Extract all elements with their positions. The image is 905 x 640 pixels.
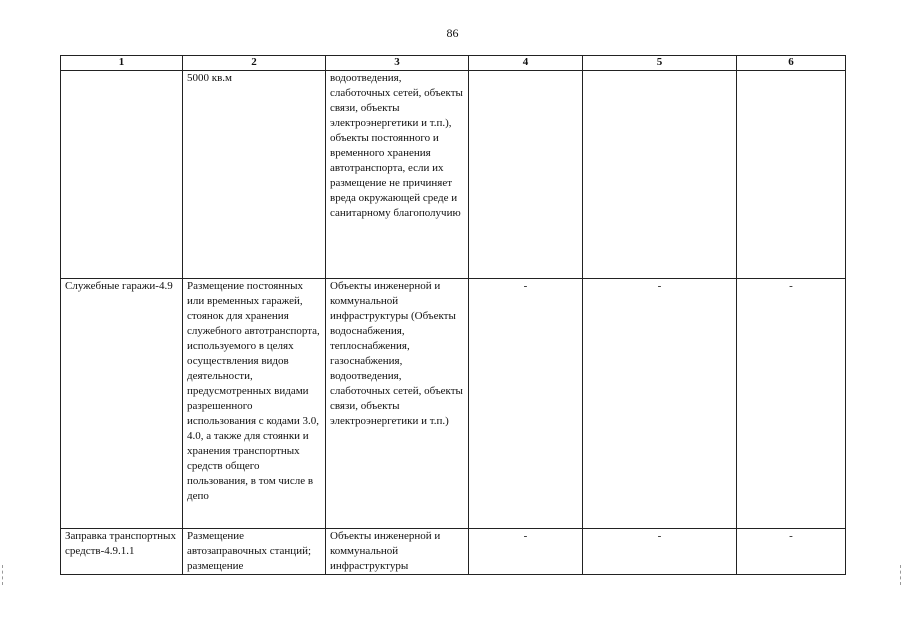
cell-column-6: - bbox=[737, 529, 846, 575]
cell-use-type: Служебные гаражи-4.9 bbox=[61, 279, 183, 529]
column-header-3: 3 bbox=[326, 56, 469, 71]
cell-use-description: Размещение автозаправочных станций; размещение bbox=[183, 529, 326, 575]
column-header-5: 5 bbox=[583, 56, 737, 71]
cell-column-6 bbox=[737, 71, 846, 279]
column-header-1: 1 bbox=[61, 56, 183, 71]
table-row bbox=[61, 529, 846, 575]
cell-column-5 bbox=[583, 71, 737, 279]
table-header-row bbox=[61, 56, 846, 71]
cell-auxiliary-objects: Объекты инженерной и коммунальной инфраструктуры (Объекты водоснабжения, теплоснабжения, газоснабжения, водоотведения, слаботочных сетей, объекты связи, объекты электроэнергетики и т.п.) bbox=[326, 279, 469, 529]
page-number: 86 bbox=[446, 26, 459, 40]
column-header-6: 6 bbox=[737, 56, 846, 71]
column-header-4: 4 bbox=[469, 56, 583, 71]
right-scan-edge-mark bbox=[900, 565, 902, 585]
cell-column-6: - bbox=[737, 279, 846, 529]
cell-column-4 bbox=[469, 71, 583, 279]
cell-column-5: - bbox=[583, 529, 737, 575]
left-scan-edge-mark bbox=[2, 565, 4, 585]
cell-use-description: 5000 кв.м bbox=[183, 71, 326, 279]
cell-use-description: Размещение постоянных или временных гаражей, стоянок для хранения служебного автотранспорта, используемого в целях осуществления видов деятельности, предусмотренных видами разрешенного использования с кодами 3.0, 4.0, а также для стоянки и хранения транспортных средств общего пользования, в том числе в депо bbox=[183, 279, 326, 529]
column-header-2: 2 bbox=[183, 56, 326, 71]
cell-column-4: - bbox=[469, 529, 583, 575]
land-use-table bbox=[60, 55, 846, 575]
cell-column-5: - bbox=[583, 279, 737, 529]
cell-use-type bbox=[61, 71, 183, 279]
cell-auxiliary-objects: Объекты инженерной и коммунальной инфраструктуры bbox=[326, 529, 469, 575]
cell-use-type: Заправка транспортных средств-4.9.1.1 bbox=[61, 529, 183, 575]
cell-auxiliary-objects: водоотведения, слаботочных сетей, объекты связи, объекты электроэнергетики и т.п.), объекты постоянного и временного хранения автотранспорта, если их размещение не причиняет вреда окружающей среде и санитарному благополучию bbox=[326, 71, 469, 279]
table-row bbox=[61, 279, 846, 529]
table-row bbox=[61, 71, 846, 279]
cell-column-4: - bbox=[469, 279, 583, 529]
